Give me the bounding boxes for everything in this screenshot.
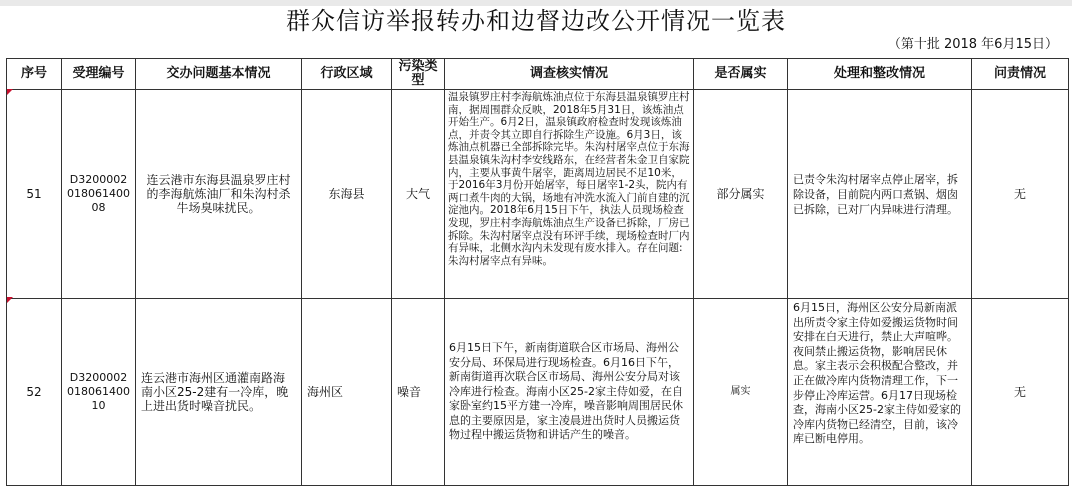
table-row [7,299,1069,486]
issue-text: 连云港市海州区通灌南路海南小区25-2建有一冷库，晚上进出货时噪音扰民。 [141,371,289,413]
case-id-text: D320000201806140008 [67,173,130,214]
handling-text: 6月15日，海州区公安分局新南派出所责令家主侍如爱搬运货物时间安排在白天进行，禁止大声喧哗。夜间禁止搬运货物，影响居民休息。家主表示会积极配合整改，并正在做冷库内货物清理工作，下一步停止冷库运营。6月17日现场检查，海南小区25-2家主侍如爱家的冷库内货物已经清空，目前，该冷库已断电停用。 [793,301,961,446]
row-number: 52 [7,299,62,486]
header-cell: 是否属实 [694,59,788,90]
report-table [6,58,1069,486]
case-id [62,299,136,486]
case-id [62,90,136,299]
region-cell: 东海县 [302,90,392,299]
comment-marker [7,89,13,95]
accountability-cell: 无 [972,90,1069,299]
investigation-cell [445,299,694,486]
region-cell [302,299,392,486]
table-row [7,90,1069,299]
pollution-type-text: 噪音 [397,385,422,399]
issue-text: 连云港市东海县温泉罗庄村的李海航炼油厂和朱沟村杀牛场臭味扰民。 [146,173,291,215]
issue-cell [136,299,302,486]
region-text: 海州区 [307,385,344,399]
investigation-text: 6月15日下午，新南街道联合区市场局、海州公安分局、环保局进行现场检查。6月16日下午，新南街道再次联合区市场局、海州公安分局对该冷库进行检查。海南小区25-2家主侍如爱，在自家卧室约15平方建一冷库，噪音影响周围居民休息的主要原因是，家主凌晨进出货时人员搬运货物过程中搬运货物和讲话产生的噪音。 [449,340,683,442]
comment-marker [7,297,13,303]
header-cell: 问责情况 [972,59,1069,90]
header-cell: 行政区域 [302,59,392,90]
handling-cell [788,90,972,299]
header-cell: 受理编号 [62,59,136,90]
issue-cell [136,90,302,299]
investigation-cell [445,90,694,299]
header-cell: 序号 [7,59,62,90]
case-id-text: D320000201806140010 [67,371,130,412]
header-cell: 污染类型 [392,59,445,90]
accountability-cell: 无 [972,299,1069,486]
truth-cell: 部分属实 [694,90,788,299]
pollution-type-cell [392,299,445,486]
pollution-type-cell: 大气 [392,90,445,299]
header-cell: 交办问题基本情况 [136,59,302,90]
truth-cell: 属实 [694,299,788,486]
row-number: 51 [7,90,62,299]
handling-cell [788,299,972,486]
page-title: 群众信访举报转办和边督边改公开情况一览表 [286,7,786,35]
header-cell: 调查核实情况 [445,59,694,90]
investigation-text: 温泉镇罗庄村李海航炼油点位于东海县温泉镇罗庄村南，据周围群众反映，2018年5月31日，该炼油点开始生产。6月2日，温泉镇政府检查时发现该炼油点，并责令其立即自行拆除生产设施。6月3日，该炼油点机器已全部拆除完毕。朱沟村屠宰点位于东海县温泉镇朱沟村李安线路东，在经营者朱金卫自家院内，主要从事黄牛屠宰，距离周边居民不足10米，于2016年3月份开始屠宰，每日屠宰1-2头，院内有两口煮牛肉的大锅，场地有冲洗水流入门前自建的沉淀池内。2018年6月15日下午，执法人员现场检查发现，罗庄村李海航炼油点生产设备已拆除，厂房已拆除。朱沟村屠宰点没有环评手续，现场检查时厂内有异味，北侧水沟内未发现有废水排入。存在问题:朱沟村屠宰点有异味。 [448,91,690,267]
header-cell: 处理和整改情况 [788,59,972,90]
header-row [7,59,1069,90]
handling-text: 已责令朱沟村屠宰点停止屠宰，拆除设备，目前院内两口煮锅、烟囱已拆除，已对厂内异味进行清理。 [793,172,958,216]
batch-info: （第十批 2018 年6月15日） [887,37,1058,52]
